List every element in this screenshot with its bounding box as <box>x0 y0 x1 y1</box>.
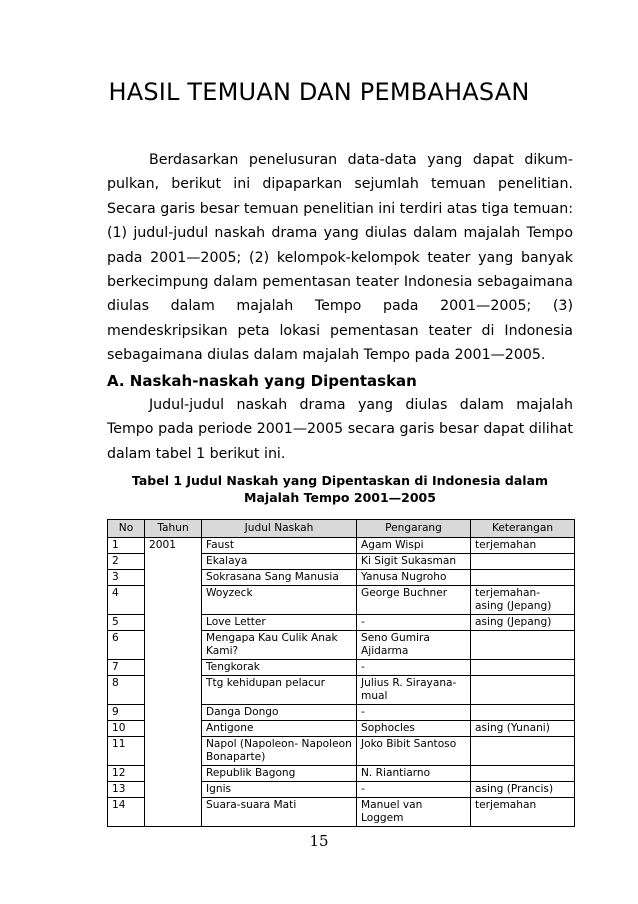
table-row <box>108 766 575 782</box>
table-row <box>108 586 575 615</box>
cell-keterangan <box>471 660 575 676</box>
cell-pengarang: Manuel van Loggem <box>357 798 471 827</box>
header-no: No <box>108 520 145 538</box>
cell-keterangan: asing (Jepang) <box>471 615 575 631</box>
table-body <box>108 538 575 827</box>
cell-judul: Mengapa Kau Culik Anak Kami? <box>202 631 357 660</box>
cell-pengarang: N. Riantiarno <box>357 766 471 782</box>
page-number: 15 <box>309 832 329 850</box>
table-row <box>108 676 575 705</box>
cell-no: 14 <box>108 798 145 827</box>
table-caption-line1: Tabel 1 Judul Naskah yang Dipentaskan di Indonesia dalam <box>131 473 549 488</box>
section-heading: A. Naskah-naskah yang Dipentaskan <box>107 372 417 390</box>
cell-tahun: 2001 <box>145 538 202 554</box>
cell-pengarang: Ki Sigit Sukasman <box>357 554 471 570</box>
cell-no: 8 <box>108 676 145 705</box>
cell-pengarang: Joko Bibit Santoso <box>357 737 471 766</box>
cell-judul: Napol (Napoleon- Napoleon Bonaparte) <box>202 737 357 766</box>
cell-keterangan: asing (Yunani) <box>471 721 575 737</box>
cell-pengarang: - <box>357 782 471 798</box>
cell-keterangan: terjemahan <box>471 538 575 554</box>
header-judul: Judul Naskah <box>202 520 357 538</box>
cell-judul: Sokrasana Sang Manusia <box>202 570 357 586</box>
table-caption-line2: Majalah Tempo 2001—2005 <box>244 490 436 505</box>
cell-judul: Danga Dongo <box>202 705 357 721</box>
cell-judul: Woyzeck <box>202 586 357 615</box>
cell-tahun <box>145 570 202 586</box>
cell-pengarang: Agam Wispi <box>357 538 471 554</box>
cell-pengarang: - <box>357 660 471 676</box>
table-row <box>108 737 575 766</box>
table-row <box>108 721 575 737</box>
cell-no: 3 <box>108 570 145 586</box>
cell-tahun <box>145 798 202 827</box>
table-caption <box>107 472 573 506</box>
cell-tahun <box>145 615 202 631</box>
cell-no: 7 <box>108 660 145 676</box>
cell-keterangan <box>471 766 575 782</box>
cell-no: 11 <box>108 737 145 766</box>
cell-judul: Ignis <box>202 782 357 798</box>
cell-judul: Ekalaya <box>202 554 357 570</box>
cell-tahun <box>145 586 202 615</box>
cell-judul: Faust <box>202 538 357 554</box>
cell-no: 9 <box>108 705 145 721</box>
cell-keterangan <box>471 570 575 586</box>
table-row <box>108 660 575 676</box>
cell-no: 4 <box>108 586 145 615</box>
cell-tahun <box>145 676 202 705</box>
cell-judul: Republik Bagong <box>202 766 357 782</box>
cell-tahun <box>145 721 202 737</box>
cell-keterangan <box>471 554 575 570</box>
cell-no: 6 <box>108 631 145 660</box>
cell-keterangan <box>471 737 575 766</box>
cell-judul: Suara-suara Mati <box>202 798 357 827</box>
cell-keterangan: asing (Prancis) <box>471 782 575 798</box>
cell-no: 5 <box>108 615 145 631</box>
cell-tahun <box>145 766 202 782</box>
cell-judul: Love Letter <box>202 615 357 631</box>
table-header-row <box>108 520 575 538</box>
cell-no: 13 <box>108 782 145 798</box>
cell-tahun <box>145 554 202 570</box>
cell-pengarang: - <box>357 615 471 631</box>
cell-tahun <box>145 737 202 766</box>
cell-pengarang: Sophocles <box>357 721 471 737</box>
intro-paragraph-text: Berdasarkan penelusuran data-data yang dapat dikum- pulkan, berikut ini dipaparkan sejumlah temuan penelitian. Secara garis besar temuan penelitian ini terdiri atas tiga temuan: (1) judul-judul naskah drama yang diulas dalam majalah Tempo pada 2001—2005; (2) kelompok-kelompok teater yang banyak berkecimpung dalam pementasan teater Indonesia sebagaimana diulas dalam majalah Tempo pada 2001—2005; (3) mendeskripsikan peta lokasi pementasan teater di Indonesia sebagaimana diulas dalam majalah Tempo pada 2001—2005. <box>107 152 573 364</box>
header-tahun: Tahun <box>145 520 202 538</box>
table-row <box>108 538 575 554</box>
table-row <box>108 570 575 586</box>
cell-tahun <box>145 782 202 798</box>
header-keterangan: Keterangan <box>471 520 575 538</box>
cell-tahun <box>145 705 202 721</box>
cell-no: 2 <box>108 554 145 570</box>
table-row <box>108 798 575 827</box>
cell-pengarang: Yanusa Nugroho <box>357 570 471 586</box>
cell-pengarang: George Buchner <box>357 586 471 615</box>
cell-tahun <box>145 631 202 660</box>
cell-no: 12 <box>108 766 145 782</box>
header-pengarang: Pengarang <box>357 520 471 538</box>
cell-no: 1 <box>108 538 145 554</box>
cell-pengarang: Julius R. Sirayana- mual <box>357 676 471 705</box>
page-title: HASIL TEMUAN DAN PEMBAHASAN <box>108 78 530 106</box>
cell-pengarang: - <box>357 705 471 721</box>
section-paragraph <box>107 393 573 466</box>
cell-keterangan <box>471 676 575 705</box>
cell-keterangan: terjemahan <box>471 798 575 827</box>
naskah-table <box>107 519 575 827</box>
cell-keterangan: terjemahan- asing (Jepang) <box>471 586 575 615</box>
cell-pengarang: Seno Gumira Ajidarma <box>357 631 471 660</box>
cell-no: 10 <box>108 721 145 737</box>
cell-judul: Tengkorak <box>202 660 357 676</box>
table-row <box>108 615 575 631</box>
cell-judul: Antigone <box>202 721 357 737</box>
cell-keterangan <box>471 631 575 660</box>
table-row <box>108 705 575 721</box>
table-row <box>108 554 575 570</box>
section-paragraph-text: Judul-judul naskah drama yang diulas dalam majalah Tempo pada periode 2001—2005 secara garis besar dapat dilihat dalam tabel 1 berikut ini. <box>107 397 573 462</box>
intro-paragraph <box>107 148 573 368</box>
table-row <box>108 782 575 798</box>
cell-keterangan <box>471 705 575 721</box>
cell-tahun <box>145 660 202 676</box>
cell-judul: Ttg kehidupan pelacur <box>202 676 357 705</box>
table-row <box>108 631 575 660</box>
